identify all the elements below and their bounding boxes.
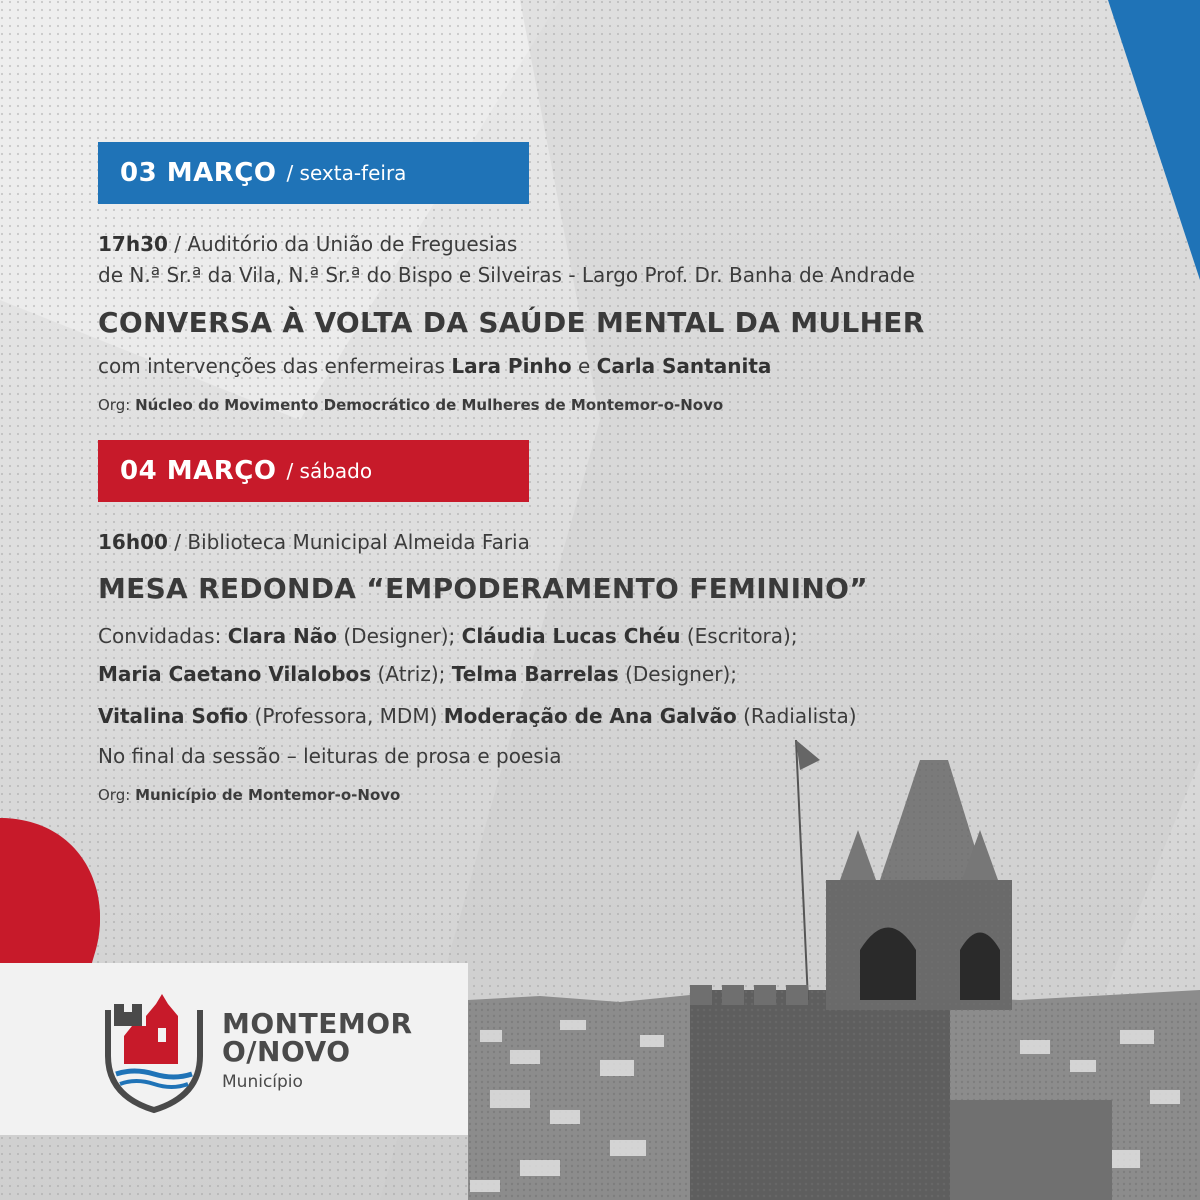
logo-line-2: O/NOVO	[222, 1035, 351, 1068]
org-day2	[98, 786, 400, 804]
org-label-day1: Org:	[98, 396, 136, 414]
org-day1	[98, 396, 723, 414]
guests-line-3	[98, 704, 857, 728]
guests-line-2	[98, 662, 737, 686]
guest-5: Vitalina Sofio	[98, 704, 249, 728]
guest-3-role: (Atriz);	[371, 662, 452, 686]
date-day2: 04 MARÇO	[120, 456, 277, 486]
guests-label: Convidadas:	[98, 624, 228, 648]
logo-text	[222, 1007, 413, 1092]
guest-1-role: (Designer);	[337, 624, 462, 648]
org-label-day2: Org:	[98, 786, 136, 804]
time-venue-day1	[98, 232, 517, 256]
guest-4: Telma Barrelas	[451, 662, 619, 686]
speakers-and: e	[571, 354, 597, 378]
guest-2-role: (Escritora);	[680, 624, 798, 648]
speakers-prefix: com intervenções das enfermeiras	[98, 354, 452, 378]
org-name-day2: Município de Montemor-o-Novo	[135, 786, 401, 804]
speakers-day1	[98, 354, 771, 378]
date-banner-day1	[98, 142, 529, 204]
venue-day1-line2: de N.ª Sr.ª da Vila, N.ª Sr.ª do Bispo e Silveiras - Largo Prof. Dr. Banha de Andrade	[98, 263, 915, 287]
venue-day2: / Biblioteca Municipal Almeida Faria	[167, 530, 530, 554]
date-banner-day2	[98, 440, 529, 502]
event-title-day2: MESA REDONDA “EMPODERAMENTO FEMININO”	[98, 572, 868, 605]
logo-line-1: MONTEMOR	[222, 1007, 413, 1040]
crest-icon	[104, 986, 204, 1114]
date-day1: 03 MARÇO	[120, 158, 277, 188]
moderation: Moderação de Ana Galvão	[443, 704, 737, 728]
guest-5-role: (Professora, MDM)	[248, 704, 444, 728]
guest-3: Maria Caetano Vilalobos	[98, 662, 372, 686]
time-venue-day2	[98, 530, 530, 554]
event-title-day1: CONVERSA À VOLTA DA SAÚDE MENTAL DA MULHER	[98, 306, 925, 339]
guest-2: Cláudia Lucas Chéu	[461, 624, 681, 648]
time-day1: 17h30	[98, 232, 168, 256]
guest-1: Clara Não	[227, 624, 338, 648]
guests-line-1	[98, 624, 798, 648]
venue-day1-line1: / Auditório da União de Freguesias	[167, 232, 518, 256]
closing-note: No final da sessão – leituras de prosa e poesia	[98, 744, 562, 768]
org-name-day1: Núcleo do Movimento Democrático de Mulheres de Montemor-o-Novo	[135, 396, 724, 414]
weekday-day2: / sábado	[286, 459, 373, 483]
speaker-2: Carla Santanita	[596, 354, 772, 378]
speaker-1: Lara Pinho	[451, 354, 572, 378]
guest-4-role: (Designer);	[618, 662, 737, 686]
logo-line-3: Município	[222, 1072, 303, 1092]
weekday-day1: / sexta-feira	[286, 161, 407, 185]
time-day2: 16h00	[98, 530, 168, 554]
moderation-role: (Radialista)	[736, 704, 857, 728]
